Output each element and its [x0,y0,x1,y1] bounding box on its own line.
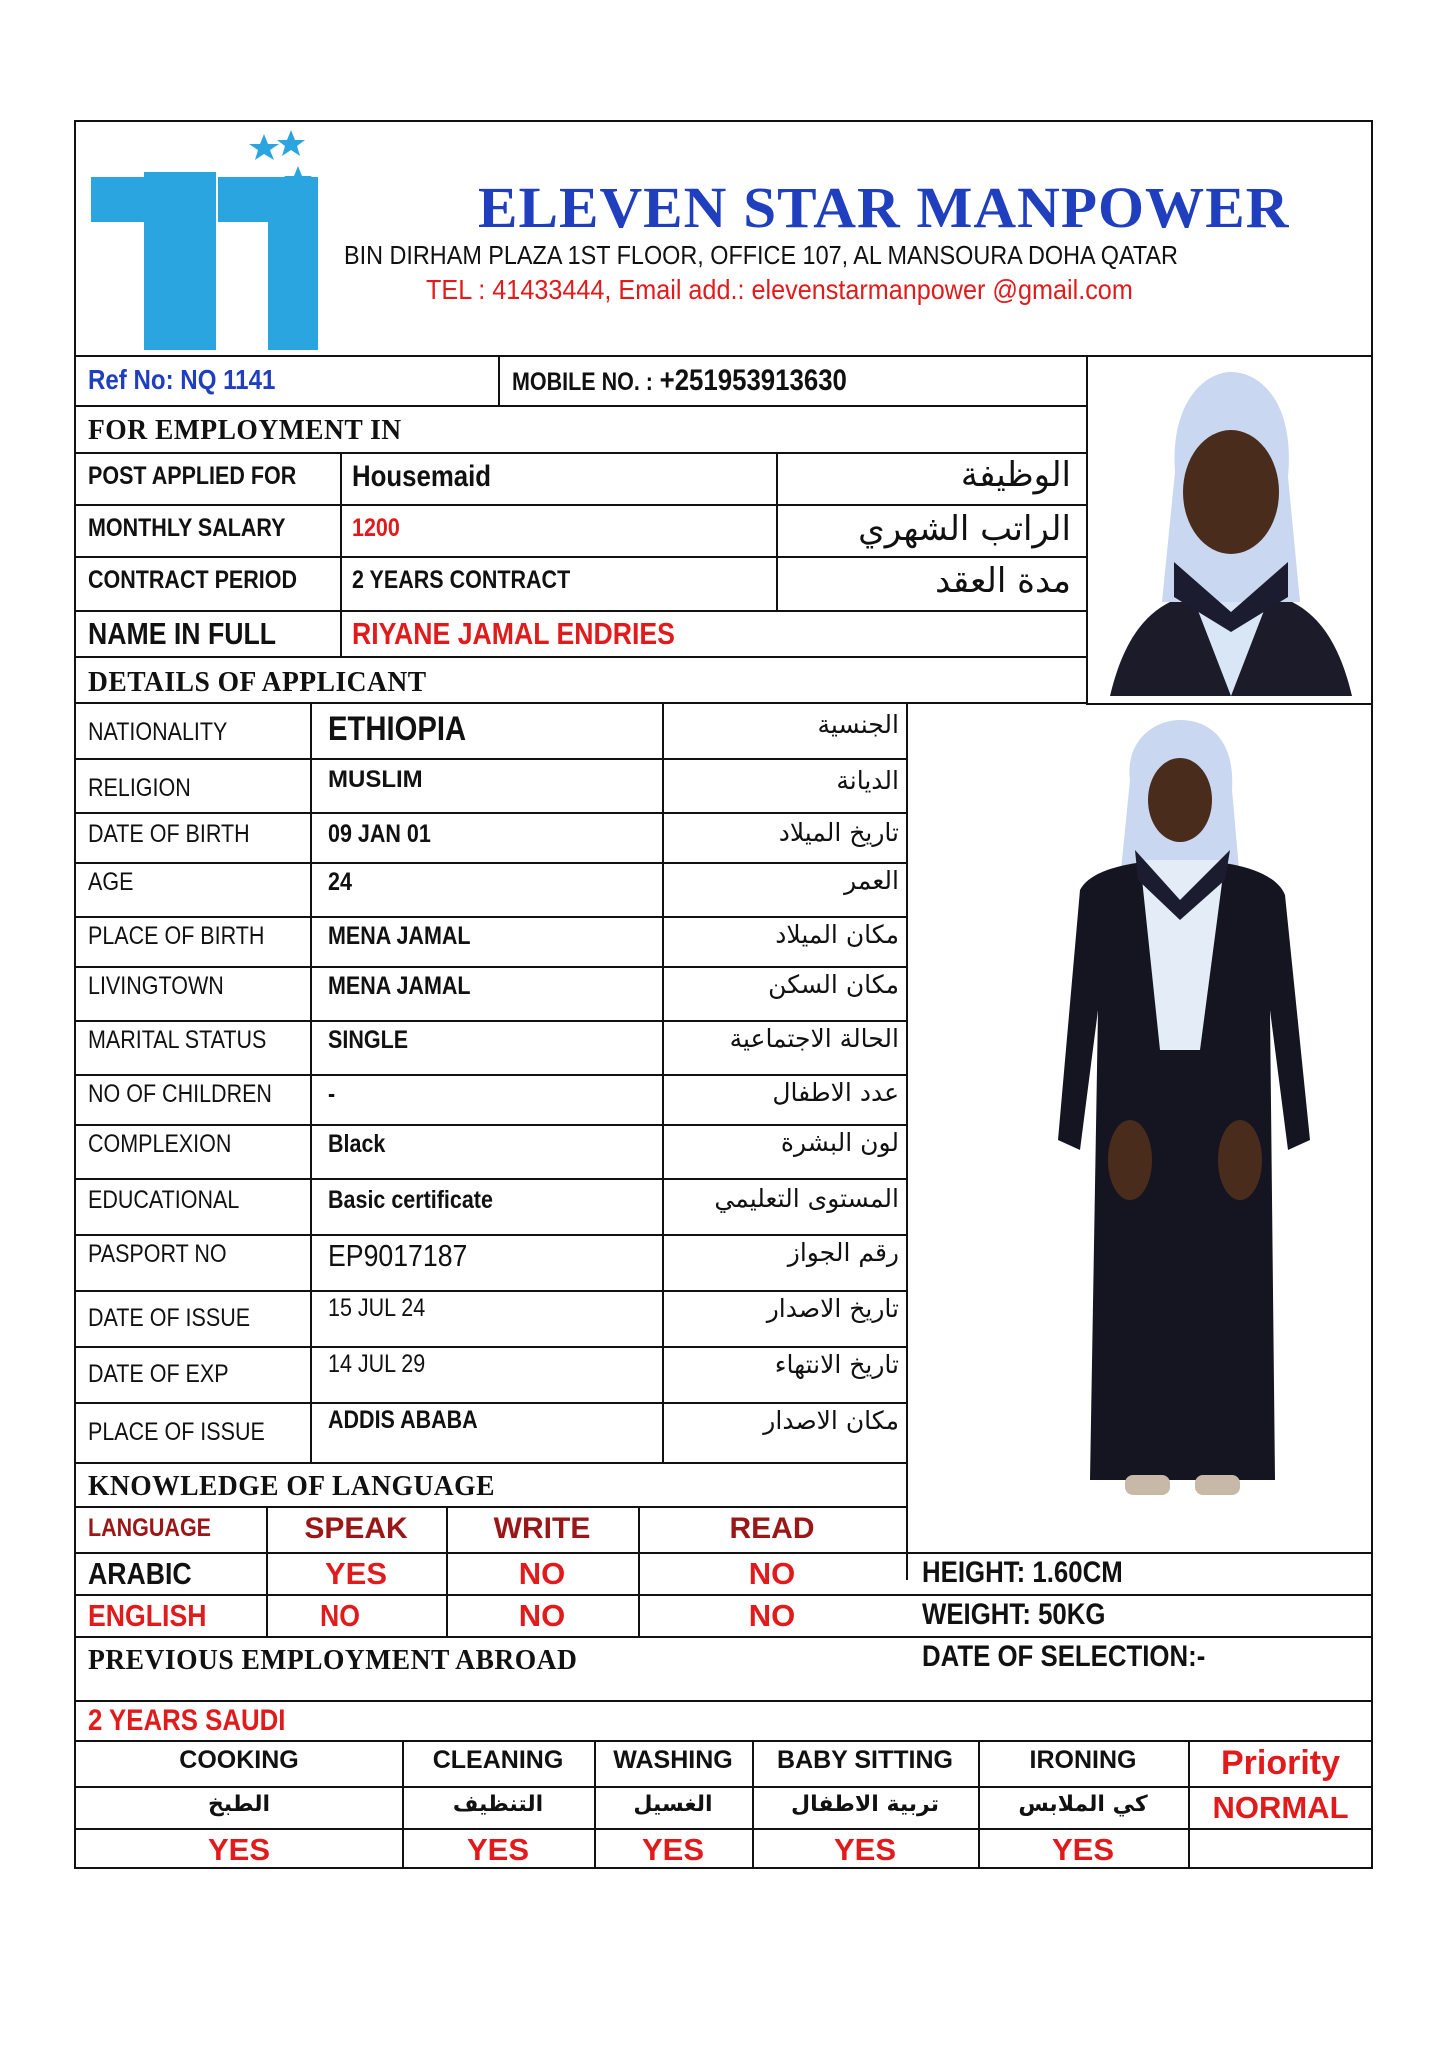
detail-label-issue-date: DATE OF ISSUE [88,1304,251,1332]
mobile-no-value: +251953913630 [659,364,847,397]
skill-cleaning-label: CLEANING [432,1746,564,1774]
detail-arabic-age: العمر [844,866,899,895]
detail-label-passport: PASPORT NO [88,1240,227,1268]
section-title-details: DETAILS OF APPLICANT [88,666,427,698]
lang-arabic-speak: YES [324,1556,388,1591]
company-logo [86,122,326,358]
applicant-headshot-photo [1100,362,1362,696]
detail-value-dob: 09 JAN 01 [328,820,431,848]
detail-value-exp-date: 14 JUL 29 [328,1350,426,1378]
detail-arabic-dob: تاريخ الميلاد [778,818,899,847]
lang-english-read: NO [748,1598,796,1633]
detail-label-pob: PLACE OF BIRTH [88,922,265,950]
lang-header-language: LANGUAGE [88,1514,212,1542]
detail-value-children: - [328,1080,336,1108]
previous-employment-value: 2 YEARS SAUDI [88,1704,286,1737]
company-contact: TEL : 41433444, Email add.: elevenstarmanpower @gmail.com [426,274,1133,305]
detail-label-place-issue: PLACE OF ISSUE [88,1418,265,1446]
detail-label-complexion: COMPLEXION [88,1130,232,1158]
detail-arabic-issue-date: تاريخ الاصدار [766,1294,899,1323]
detail-arabic-complexion: لون البشرة [780,1128,899,1157]
detail-label-exp-date: DATE OF EXP [88,1360,229,1388]
detail-label-age: AGE [88,868,134,896]
detail-value-educational: Basic certificate [328,1186,493,1214]
detail-value-marital: SINGLE [328,1026,409,1054]
contract-label: CONTRACT PERIOD [88,566,298,594]
applicant-fullbody-photo [1020,720,1350,1500]
company-address: BIN DIRHAM PLAZA 1ST FLOOR, OFFICE 107, AL MANSOURA DOHA QATAR [344,240,1178,270]
detail-label-educational: EDUCATIONAL [88,1186,240,1214]
detail-label-religion: RELIGION [88,774,191,802]
lang-english-speak: NO [320,1598,360,1633]
skill-ironing-value: YES [1051,1832,1115,1867]
section-title-previous: PREVIOUS EMPLOYMENT ABROAD [88,1644,578,1676]
priority-value: NORMAL [1212,1790,1349,1825]
detail-arabic-exp-date: تاريخ الانتهاء [774,1350,899,1379]
detail-arabic-place-issue: مكان الاصدار [763,1406,899,1435]
detail-arabic-nationality: الجنسية [817,710,899,739]
detail-value-age: 24 [328,868,352,896]
ref-no [88,366,275,394]
lang-english-write: NO [518,1598,566,1633]
company-name: ELEVEN STAR MANPOWER [478,175,1290,240]
skill-washing-arabic: الغسيل [633,1792,713,1817]
detail-label-dob: DATE OF BIRTH [88,820,250,848]
application-form [74,120,1373,1869]
detail-value-passport: EP9017187 [328,1238,468,1273]
detail-value-issue-date: 15 JUL 24 [328,1294,426,1322]
skill-washing-label: WASHING [613,1746,733,1774]
skill-washing-value: YES [641,1832,705,1867]
mobile-no-label: MOBILE NO. : [512,368,653,396]
post-value: Housemaid [352,460,492,493]
post-arabic: الوظيفة [960,455,1071,495]
detail-arabic-pob: مكان الميلاد [775,920,899,949]
detail-label-livingtown: LIVINGTOWN [88,972,224,1000]
lang-header-write: WRITE [493,1512,591,1545]
lang-arabic-read: NO [748,1556,796,1591]
salary-arabic: الراتب الشهري [858,509,1071,549]
lang-english: ENGLISH [88,1598,207,1633]
detail-label-marital: MARITAL STATUS [88,1026,267,1054]
detail-arabic-passport: رقم الجواز [787,1238,899,1267]
detail-value-complexion: Black [328,1130,386,1158]
detail-label-nationality: NATIONALITY [88,718,228,746]
section-title-employment: FOR EMPLOYMENT IN [88,414,402,446]
skill-cooking-label: COOKING [179,1746,299,1774]
detail-value-pob: MENA JAMAL [328,922,471,950]
detail-arabic-religion: الديانة [836,766,899,795]
skill-cleaning-arabic: التنظيف [452,1792,544,1817]
section-title-language: KNOWLEDGE OF LANGUAGE [88,1470,495,1502]
skill-ironing-arabic: كي الملابس [1018,1792,1148,1817]
name-value: RIYANE JAMAL ENDRIES [352,616,675,651]
weight: WEIGHT: 50KG [922,1598,1106,1631]
skill-cleaning-value: YES [466,1832,530,1867]
post-label: POST APPLIED FOR [88,462,297,490]
height: HEIGHT: 1.60CM [922,1556,1123,1589]
priority-label: Priority [1220,1744,1341,1782]
detail-arabic-livingtown: مكان السكن [768,970,899,999]
detail-value-religion: MUSLIM [328,766,423,793]
salary-label: MONTHLY SALARY [88,514,286,542]
lang-arabic: ARABIC [88,1556,192,1591]
skill-cooking-arabic: الطبخ [207,1792,271,1817]
skill-babysitting-value: YES [833,1832,897,1867]
skill-cooking-value: YES [207,1832,271,1867]
name-label: NAME IN FULL [88,616,277,651]
contract-value: 2 YEARS CONTRACT [352,566,571,594]
salary-value: 1200 [352,514,400,542]
contract-arabic: مدة العقد [935,561,1071,601]
detail-value-livingtown: MENA JAMAL [328,972,471,1000]
detail-arabic-marital: الحالة الاجتماعية [729,1024,899,1053]
detail-value-place-issue: ADDIS ABABA [328,1406,478,1434]
skill-babysitting-label: BABY SITTING [777,1746,953,1774]
lang-arabic-write: NO [518,1556,566,1591]
detail-arabic-educational: المستوى التعليمي [714,1184,899,1213]
date-of-selection: DATE OF SELECTION:- [922,1640,1206,1673]
skill-ironing-label: IRONING [1029,1746,1137,1774]
lang-header-read: READ [729,1512,815,1545]
detail-value-nationality: ETHIOPIA [328,710,467,748]
detail-label-children: NO OF CHILDREN [88,1080,272,1108]
detail-arabic-children: عدد الاطفال [772,1078,899,1107]
mobile-no [512,366,847,396]
ref-no-label: Ref No: [88,364,174,395]
lang-header-speak: SPEAK [304,1512,408,1545]
skill-babysitting-arabic: تربية الاطفال [790,1792,940,1817]
ref-no-value: NQ 1141 [180,364,276,395]
